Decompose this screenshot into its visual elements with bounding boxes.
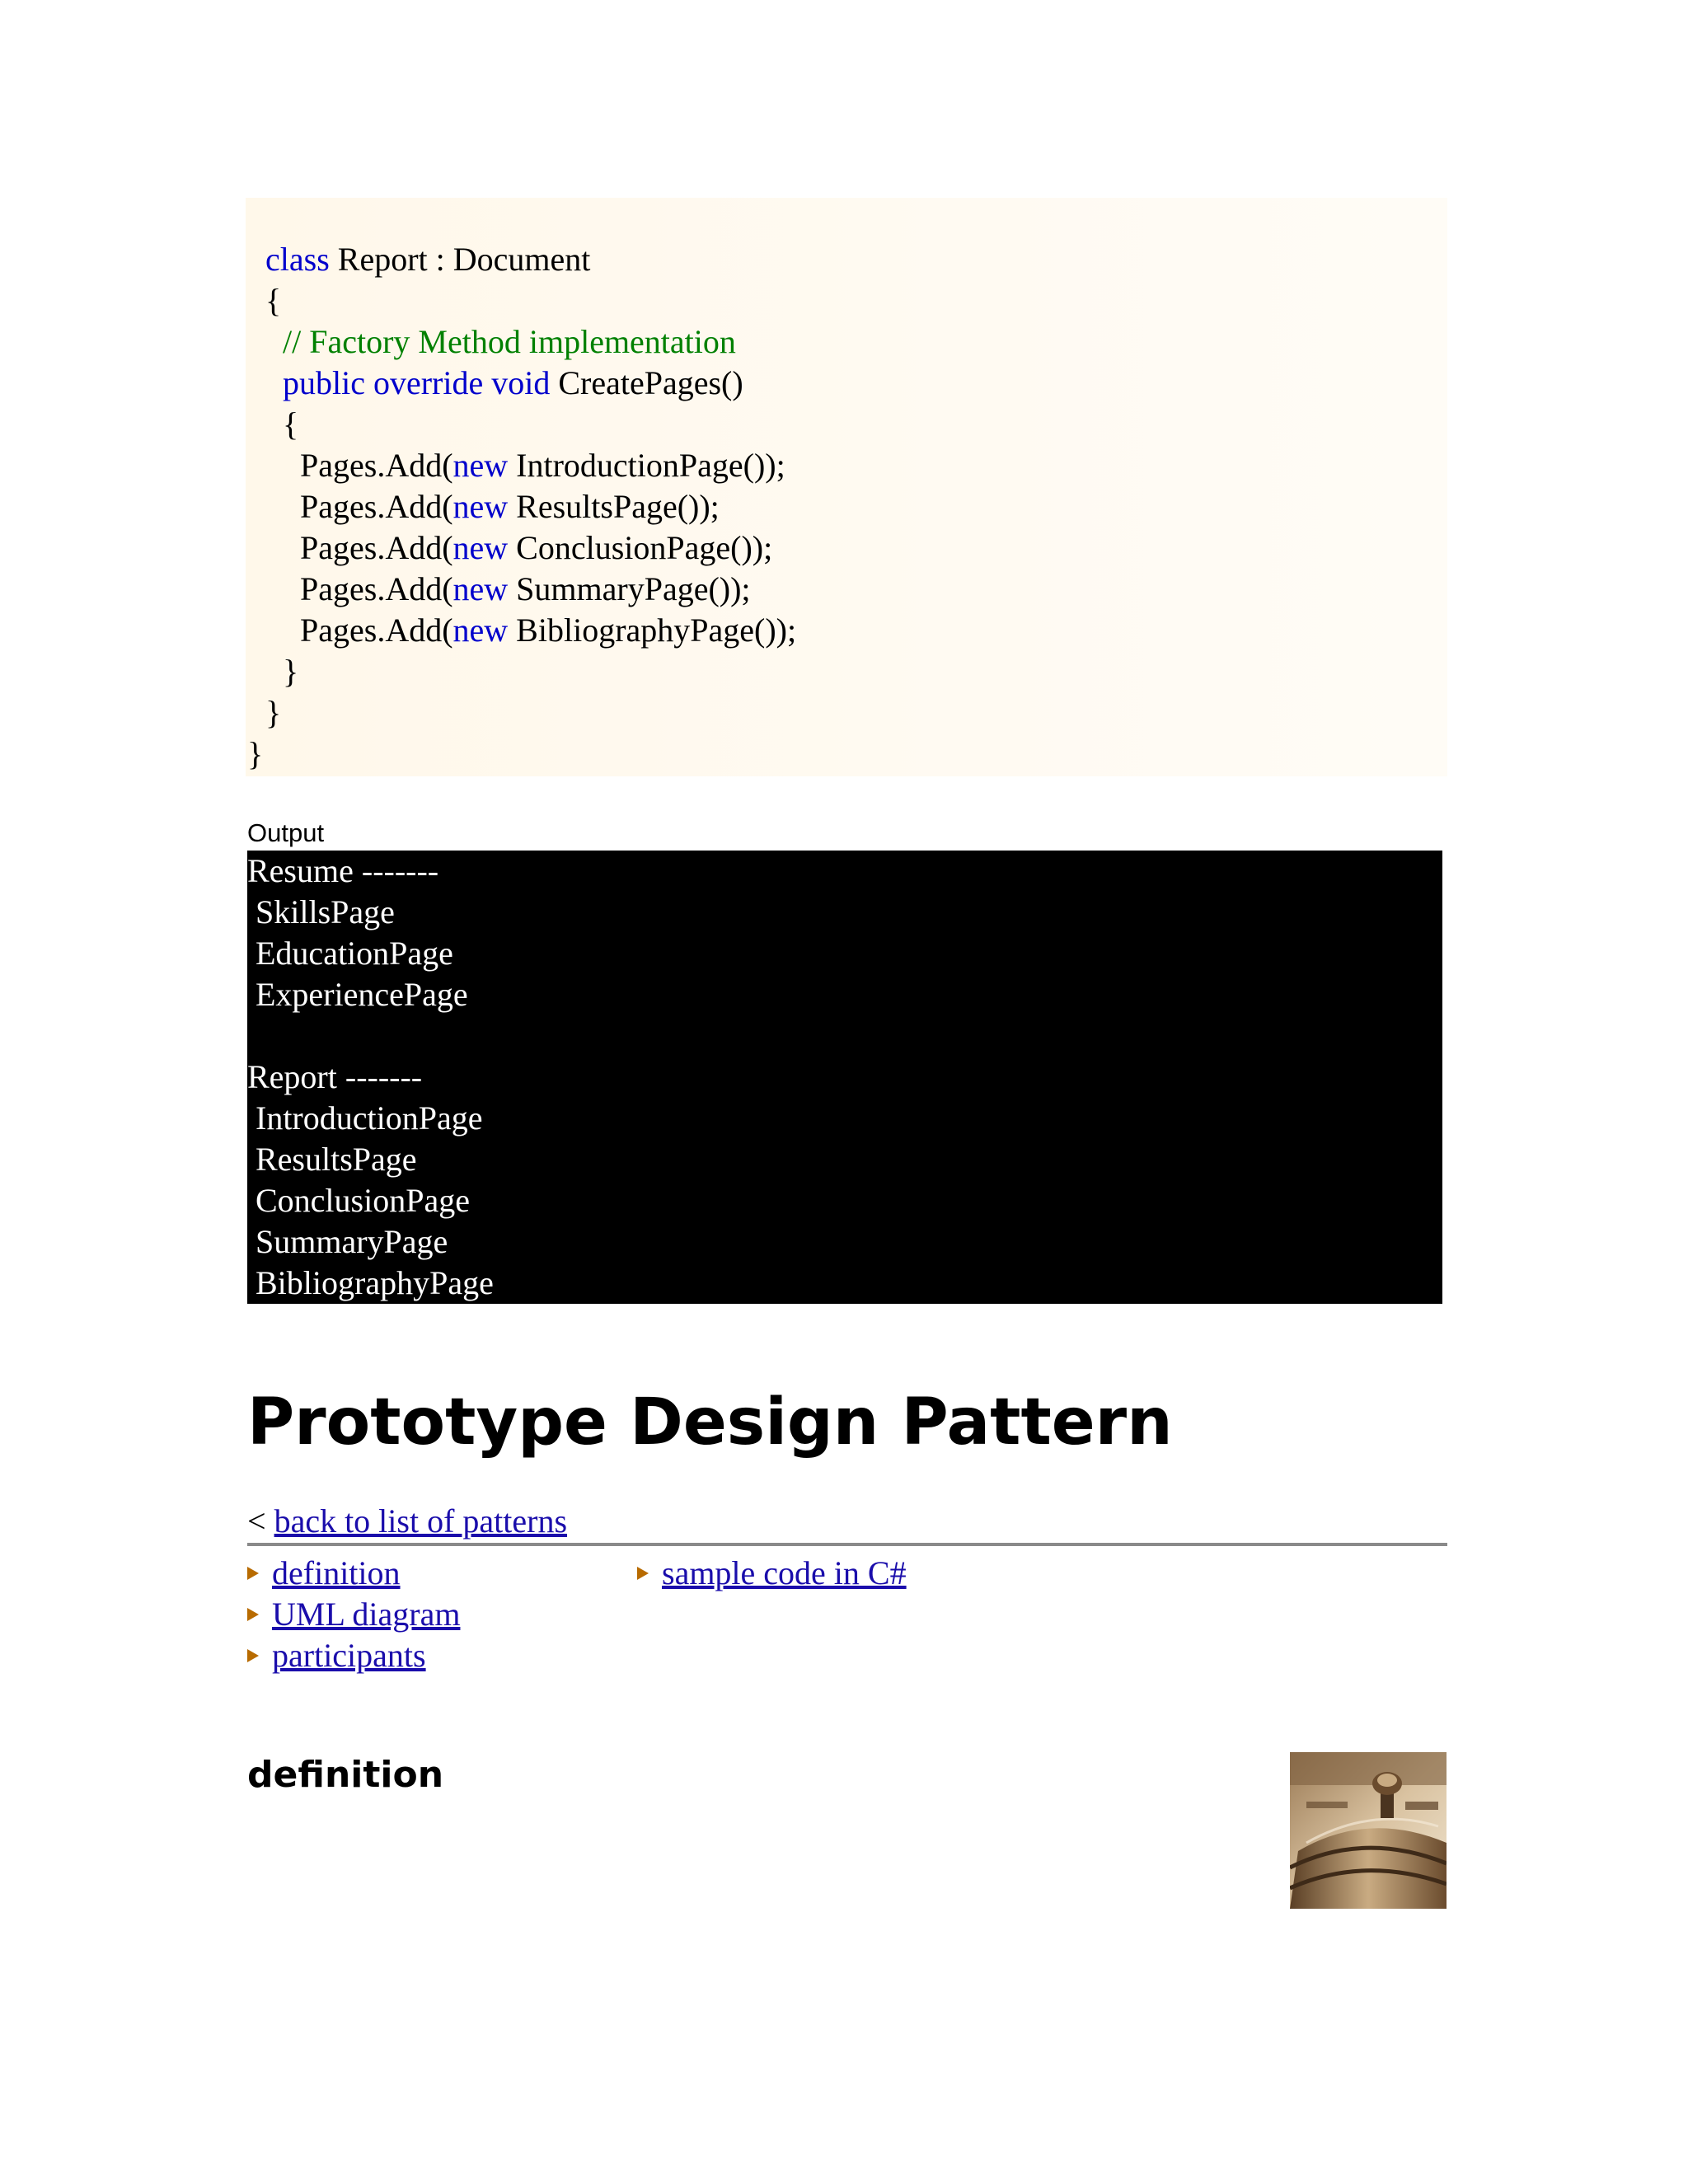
output-line: Report -------	[247, 1058, 423, 1095]
code-keyword: new	[452, 447, 509, 484]
triangle-right-icon	[247, 1649, 259, 1662]
code-text: Pages.Add(	[300, 529, 453, 566]
triangle-right-icon	[247, 1608, 259, 1621]
code-text: {	[283, 405, 299, 443]
code-keyword: new	[452, 529, 509, 566]
code-comment: // Factory Method implementation	[283, 323, 736, 360]
code-line-4	[283, 363, 743, 404]
sample-code-link[interactable]: sample code in C#	[662, 1554, 907, 1591]
output-line: SkillsPage	[247, 893, 395, 930]
back-link-row	[247, 1501, 567, 1542]
back-prefix: <	[247, 1502, 274, 1540]
page-title: Prototype Design Pattern	[247, 1385, 1173, 1460]
code-line-10	[300, 610, 796, 651]
code-line-3	[283, 321, 736, 363]
code-text: Pages.Add(	[300, 447, 453, 484]
code-keyword: new	[452, 570, 509, 607]
code-keyword: class	[265, 241, 330, 278]
output-line: ResultsPage	[247, 1141, 417, 1178]
section-heading-definition: definition	[247, 1754, 444, 1796]
output-line: Resume -------	[247, 852, 439, 889]
code-text: CreatePages()	[550, 364, 743, 401]
output-line: ConclusionPage	[247, 1182, 470, 1219]
code-text: BibliographyPage());	[508, 612, 797, 649]
definition-link[interactable]: definition	[272, 1554, 401, 1591]
code-line-11	[283, 651, 298, 692]
code-line-7	[300, 486, 720, 527]
code-keyword: new	[452, 612, 509, 649]
output-line: EducationPage	[247, 935, 453, 972]
output-line: IntroductionPage	[247, 1099, 483, 1137]
divider	[247, 1543, 1447, 1546]
code-line-1	[265, 239, 590, 280]
code-line-13	[247, 733, 263, 775]
prototype-photo	[1290, 1752, 1447, 1909]
code-text: IntroductionPage());	[508, 447, 785, 484]
triangle-right-icon	[637, 1567, 649, 1580]
back-to-patterns-link[interactable]: back to list of patterns	[274, 1502, 568, 1540]
output-line: SummaryPage	[247, 1223, 448, 1260]
code-text: SummaryPage());	[508, 570, 751, 607]
triangle-right-icon	[247, 1567, 259, 1580]
code-line-9	[300, 569, 751, 610]
code-keyword: public override void	[283, 364, 551, 401]
participants-link[interactable]: participants	[272, 1637, 426, 1674]
code-line-12	[265, 692, 281, 733]
code-text: Pages.Add(	[300, 612, 453, 649]
code-text: Report : Document	[329, 241, 591, 278]
code-line-5	[283, 404, 298, 445]
code-keyword: new	[452, 488, 509, 525]
code-text: ConclusionPage());	[508, 529, 773, 566]
code-text: }	[247, 735, 264, 772]
code-text: }	[283, 653, 299, 690]
code-text: Pages.Add(	[300, 488, 453, 525]
code-text: Pages.Add(	[300, 570, 453, 607]
code-line-8	[300, 527, 772, 569]
code-text: ResultsPage());	[508, 488, 720, 525]
code-line-2	[265, 280, 281, 321]
code-text: }	[265, 694, 282, 731]
uml-diagram-link[interactable]: UML diagram	[272, 1596, 461, 1633]
output-console	[247, 851, 1442, 1304]
code-line-6	[300, 445, 785, 486]
output-label: Output	[247, 818, 325, 847]
output-line: BibliographyPage	[247, 1264, 494, 1301]
code-block	[246, 198, 1447, 776]
code-text: {	[265, 282, 282, 319]
output-line: ExperiencePage	[247, 976, 468, 1013]
